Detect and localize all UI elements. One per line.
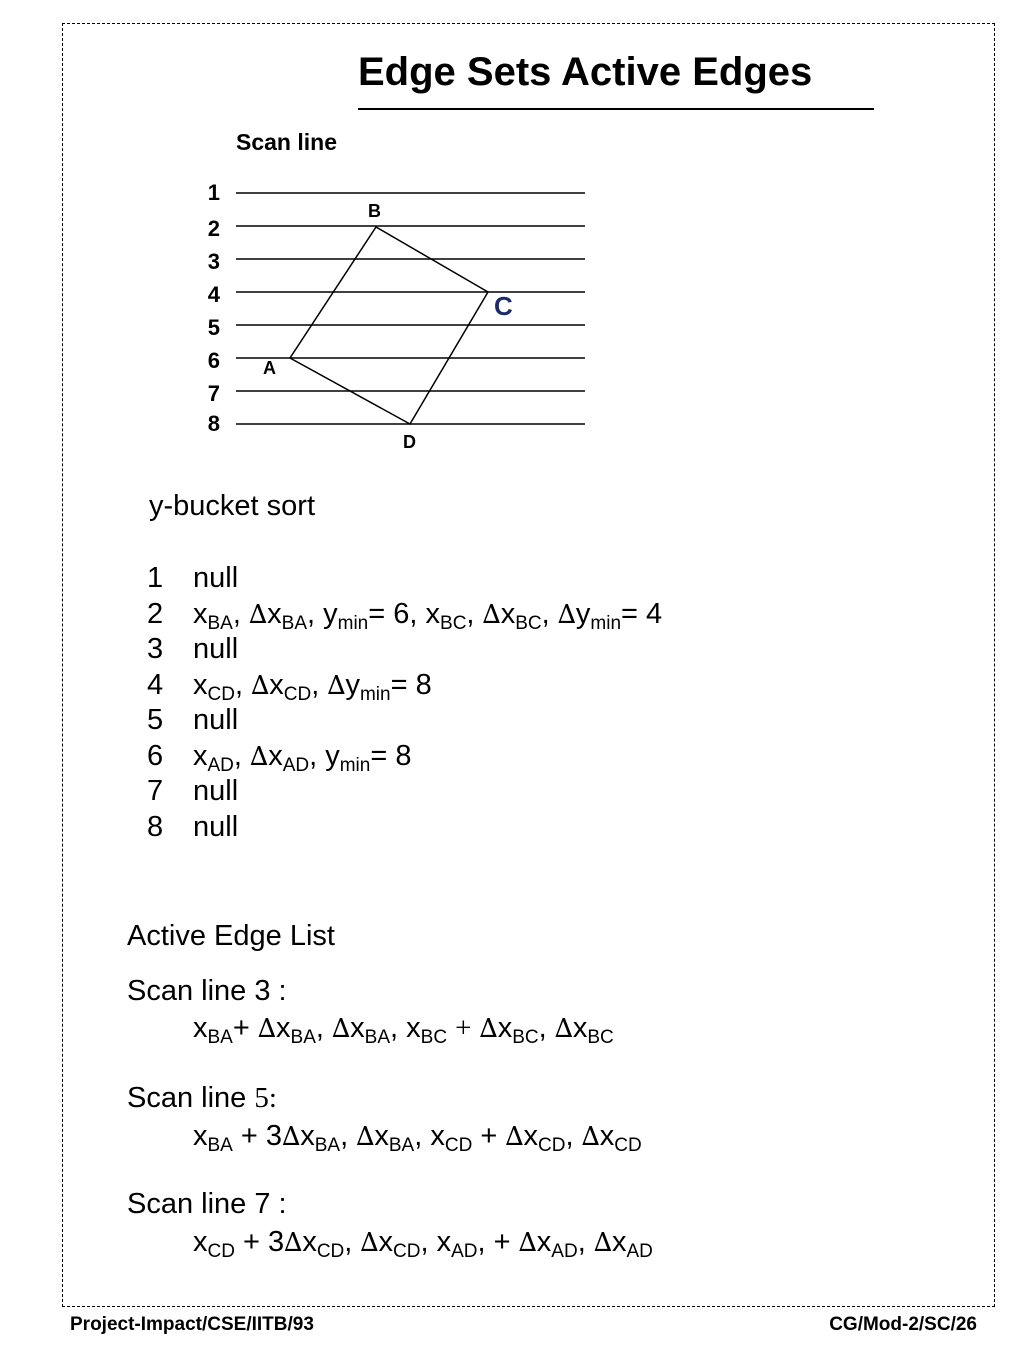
bucket-row-2 [147,598,663,634]
bucket-row-text: null [193,633,239,665]
scan-line-7-label: Scan line 7 : [127,1188,287,1220]
bucket-row-number: 3 [147,633,164,665]
bucket-row-8 [147,811,238,844]
bucket-row-number: 4 [147,669,164,701]
scan-line-number: 7 [207,381,220,406]
bucket-row-text: null [193,775,239,807]
vertex-b-label: B [368,201,381,221]
scan-line-number: 8 [207,411,220,436]
scan-line-number: 2 [207,216,220,241]
scan-line-number: 5 [207,315,220,340]
bucket-row-formula: $x_{AD}$, $\Delta x_{AD}$, $y_{min}= 8$ [193,740,412,776]
bucket-row-text: null [193,562,239,594]
scan-line-label: Scan line [236,129,337,155]
bucket-heading: y-bucket sort [149,490,315,522]
footer-right: CG/Mod-2/SC/26 [829,1314,977,1335]
scan-line-numbers [208,180,221,436]
scan-line-7-formula: $x_{CD} + 3\Delta x_{CD}$, $\Delta x_{CD}$, $x_{AD}$, + $\Delta x_{AD}$, $\Delta x_{AD}$ [193,1226,653,1262]
bucket-row-3 [147,633,238,666]
scan-line-5-label: Scan line 5: [127,1082,277,1114]
bucket-row-number: 7 [147,775,164,807]
bucket-row-formula: $x_{CD}$, $\Delta x_{CD}$, $\Delta y_{min}= 8$ [193,669,432,705]
scan-line-number: 1 [207,180,220,205]
bucket-row-1 [147,562,238,595]
active-edge-heading: Active Edge List [127,920,335,952]
scan-line-3-label: Scan line 3 : [127,975,287,1007]
scan-lines [236,193,585,424]
bucket-row-formula: $x_{BA}$, $\Delta x_{BA}$, $y_{min}= 6$, $x_{BC}$, $\Delta x_{BC}$, $\Delta y_{min}= 4$ [193,598,663,634]
scan-line-3-formula: $x_{BA}+ \Delta x_{BA}$, $\Delta x_{BA}$, $x_{BC} + \Delta x_{BC}$, $\Delta x_{BC}$ [193,1012,614,1048]
vertex-c-label: C [494,291,513,321]
footer-left: Project-Impact/CSE/IITB/93 [70,1314,314,1335]
page-title: Edge Sets Active Edges [358,50,813,94]
scan-line-number: 4 [207,282,220,307]
bucket-row-number: 1 [147,562,164,594]
scanline-diagram [0,0,1024,470]
scan-line-5-formula: $x_{BA} + 3\Delta x_{BA}$, $\Delta x_{BA}$, $x_{CD} + \Delta x_{CD}$, $\Delta x_{CD}$ [193,1120,642,1156]
bucket-row-number: 8 [147,811,164,843]
vertex-a-label: A [263,358,276,378]
bucket-row-text: null [193,811,239,843]
bucket-row-5 [147,704,238,737]
bucket-row-number: 2 [147,598,164,630]
bucket-row-4 [147,669,432,705]
bucket-row-number: 6 [147,740,164,772]
bucket-row-6 [147,740,412,776]
scan-line-number: 6 [207,348,220,373]
bucket-row-text: null [193,704,239,736]
scan-line-number: 3 [207,249,220,274]
bucket-row-number: 5 [147,704,164,736]
bucket-row-7 [147,775,238,808]
vertex-d-label: D [403,432,416,452]
